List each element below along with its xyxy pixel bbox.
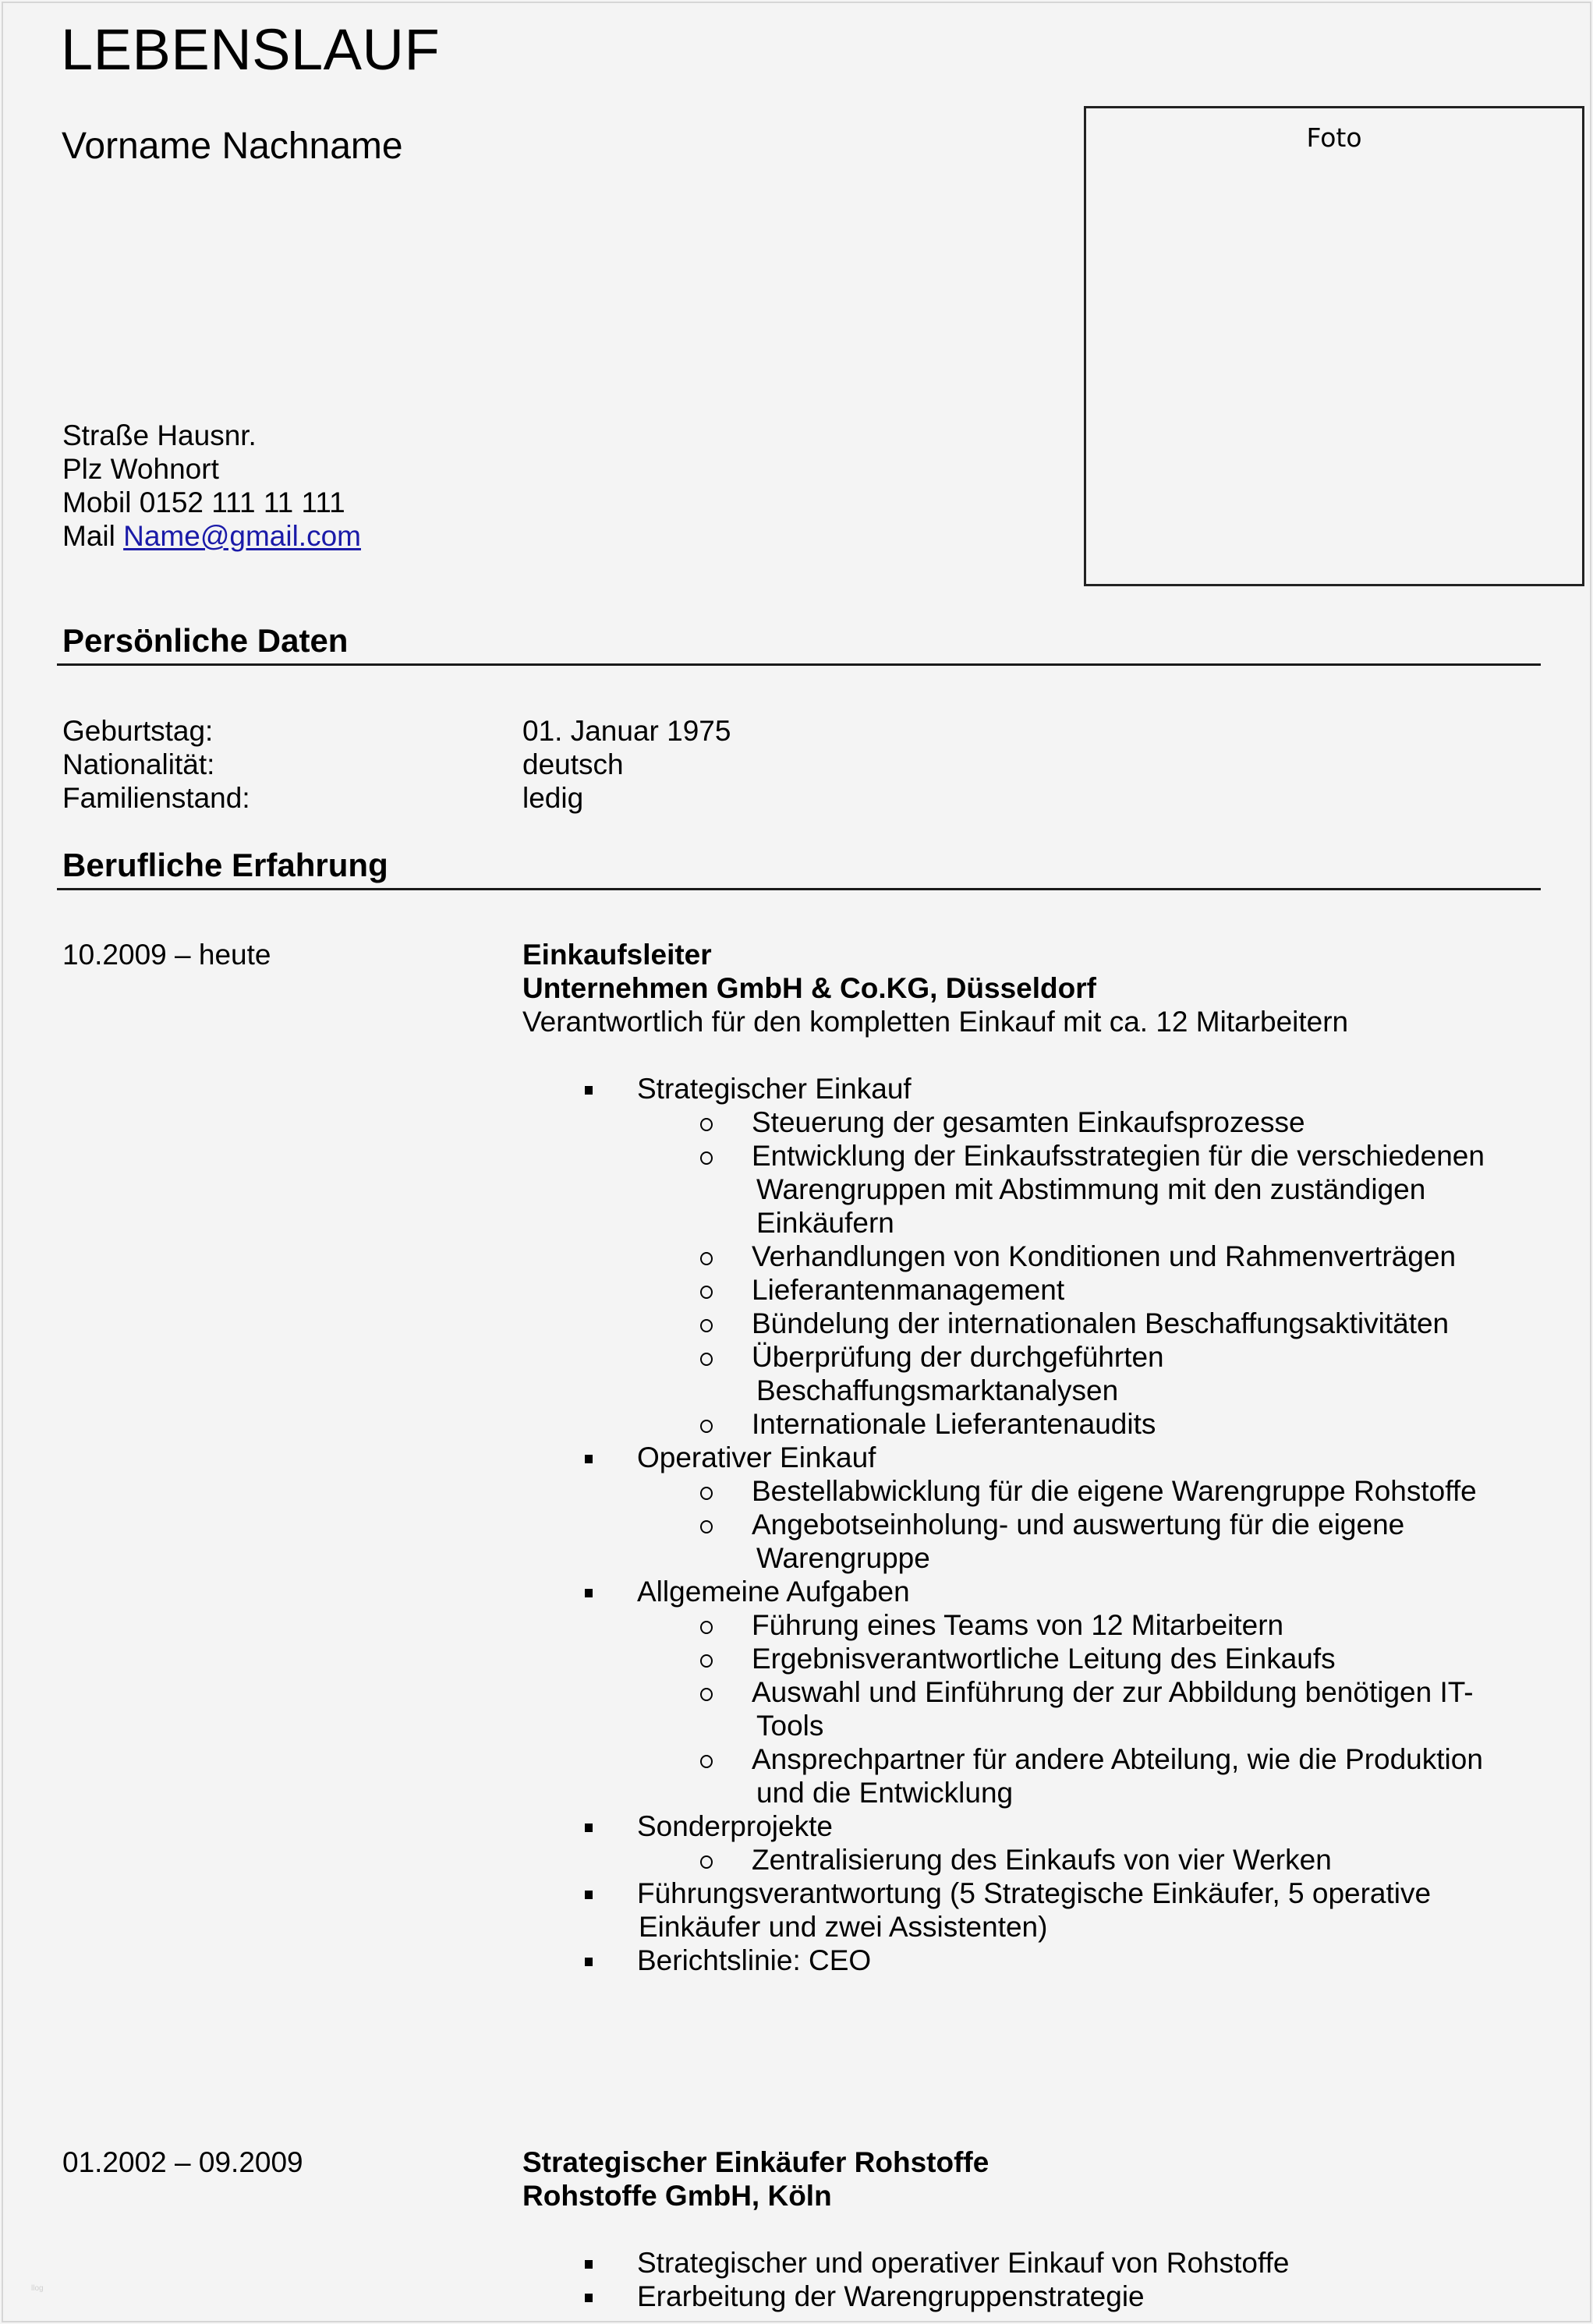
photo-label: Foto [1306, 122, 1362, 153]
list-item-text: Bündelung der internationalen Beschaffungsaktivitäten [752, 1307, 1450, 1339]
mail-line [62, 519, 361, 553]
job-company: Unternehmen GmbH & Co.KG, Düsseldorf [522, 972, 1096, 1004]
city-address: Plz Wohnort [62, 453, 219, 485]
circle-bullet-icon [700, 1252, 713, 1265]
mobile-number: 0152 111 11 111 [139, 486, 345, 518]
list-item-text: und die Entwicklung [756, 1777, 1014, 1809]
list-item-text: Strategischer und operativer Einkauf von Rohstoffe [637, 2247, 1290, 2279]
document-title: LEBENSLAUF [61, 17, 441, 82]
list-item-text: Lieferantenmanagement [752, 1274, 1065, 1306]
list-item-text: Internationale Lieferantenaudits [752, 1408, 1156, 1440]
list-item-text: Warengruppe [756, 1542, 930, 1574]
list-item-text: Tools [756, 1710, 824, 1742]
street-address: Straße Hausnr. [62, 419, 257, 451]
circle-bullet-icon [700, 1688, 713, 1701]
list-item-text: Führungsverantwortung (5 Strategische Einkäufer, 5 operative [637, 1877, 1432, 1909]
list-item-text: Entwicklung der Einkaufsstrategien für die verschiedenen [752, 1140, 1485, 1172]
square-bullet-icon [585, 2294, 593, 2302]
list-item-text: Strategischer Einkauf [637, 1073, 912, 1105]
personal-label: Geburtstag: [62, 715, 214, 747]
list-item-text: Verhandlungen von Konditionen und Rahmenverträgen [752, 1240, 1457, 1272]
list-item-text: Ansprechpartner für andere Abteilung, wie die Produktion [752, 1743, 1483, 1775]
circle-bullet-icon [700, 1286, 713, 1299]
section-divider [57, 888, 1541, 890]
square-bullet-icon [585, 2260, 593, 2269]
personal-value: deutsch [522, 748, 624, 780]
square-bullet-icon [585, 1823, 593, 1832]
job-position: Einkaufsleiter [522, 939, 712, 971]
list-item-text: Überprüfung der durchgeführten [752, 1341, 1164, 1373]
square-bullet-icon [585, 1958, 593, 1966]
square-bullet-icon [585, 1086, 593, 1095]
list-item-text: Bestellabwicklung für die eigene Warengruppe Rohstoffe [752, 1475, 1477, 1507]
list-item-text: Angebotseinholung- und auswertung für die eigene [752, 1509, 1405, 1540]
list-item-text: Beschaffungsmarktanalysen [756, 1374, 1119, 1406]
personal-label: Familienstand: [62, 782, 250, 814]
job-position: Strategischer Einkäufer Rohstoffe [522, 2146, 989, 2178]
mobile-line [62, 486, 361, 519]
job-summary: Verantwortlich für den kompletten Einkauf mit ca. 12 Mitarbeitern [522, 1006, 1349, 1038]
watermark: llog [31, 2284, 44, 2293]
circle-bullet-icon [700, 1319, 713, 1332]
job-company: Rohstoffe GmbH, Köln [522, 2180, 832, 2212]
list-item-text: Führung eines Teams von 12 Mitarbeitern [752, 1609, 1284, 1641]
email-link[interactable]: Name@gmail.com [123, 520, 361, 552]
list-item-text: Sonderprojekte [637, 1810, 833, 1842]
circle-bullet-icon [700, 1621, 713, 1634]
circle-bullet-icon [700, 1118, 713, 1131]
section-divider [57, 663, 1541, 666]
mobile-label: Mobil [62, 486, 132, 518]
list-item-text: Einkäufern [756, 1207, 894, 1239]
circle-bullet-icon [700, 1755, 713, 1768]
list-item-text: Ergebnisverantwortliche Leitung des Einkaufs [752, 1643, 1336, 1675]
square-bullet-icon [585, 1891, 593, 1899]
personal-label: Nationalität: [62, 748, 215, 780]
section-heading-experience: Berufliche Erfahrung [62, 847, 388, 883]
circle-bullet-icon [700, 1855, 713, 1869]
personal-value: 01. Januar 1975 [522, 715, 731, 747]
list-item-text: Einkäufer und zwei Assistenten) [639, 1911, 1048, 1943]
list-item-text: Erarbeitung der Warengruppenstrategie [637, 2280, 1145, 2312]
list-item-text: Zentralisierung des Einkaufs von vier Werken [752, 1844, 1332, 1876]
list-item-text: Auswahl und Einführung der zur Abbildung benötigen IT- [752, 1676, 1474, 1708]
square-bullet-icon [585, 1589, 593, 1597]
list-item-text: Warengruppen mit Abstimmung mit den zuständigen [756, 1173, 1426, 1205]
job-period: 01.2002 – 09.2009 [62, 2146, 303, 2178]
circle-bullet-icon [700, 1151, 713, 1165]
circle-bullet-icon [700, 1520, 713, 1533]
contact-block [62, 419, 361, 553]
list-item-text: Operativer Einkauf [637, 1441, 876, 1473]
personal-value: ledig [522, 782, 584, 814]
circle-bullet-icon [700, 1654, 713, 1668]
list-item-text: Allgemeine Aufgaben [637, 1576, 910, 1608]
job-period: 10.2009 – heute [62, 939, 271, 971]
circle-bullet-icon [700, 1353, 713, 1366]
photo-placeholder [1084, 106, 1584, 586]
section-heading-personal: Persönliche Daten [62, 622, 349, 659]
mail-label: Mail [62, 520, 115, 552]
square-bullet-icon [585, 1455, 593, 1463]
circle-bullet-icon [700, 1420, 713, 1433]
circle-bullet-icon [700, 1487, 713, 1500]
applicant-name: Vorname Nachname [62, 126, 403, 167]
list-item-text: Steuerung der gesamten Einkaufsprozesse [752, 1106, 1305, 1138]
list-item-text: Berichtslinie: CEO [637, 1944, 872, 1976]
